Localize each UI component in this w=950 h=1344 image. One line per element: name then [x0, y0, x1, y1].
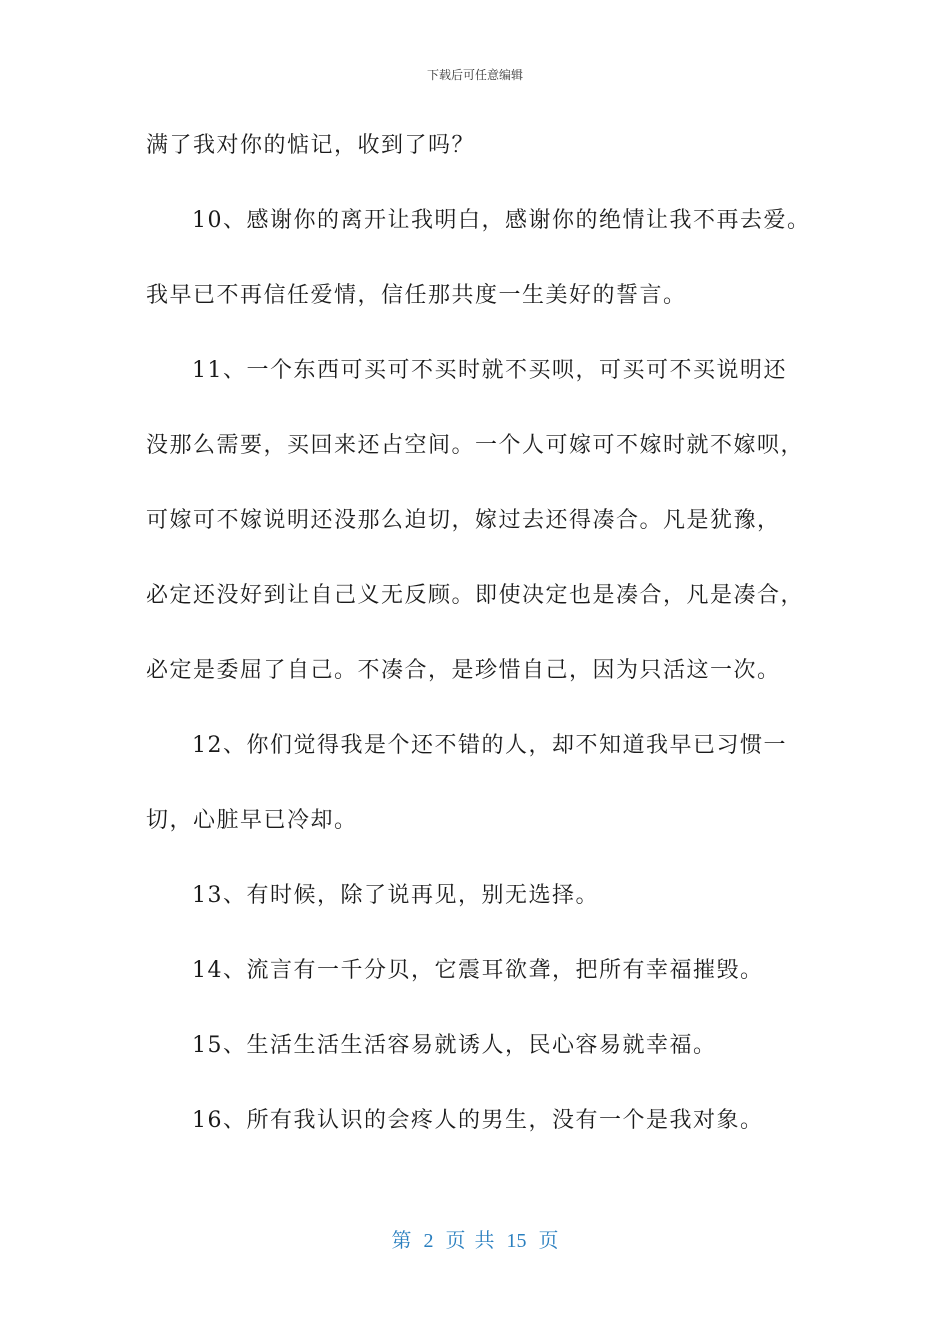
text-line: 11、一个东西可买可不买时就不买呗，可买可不买说明还	[192, 358, 787, 383]
text-line: 切，心脏早已冷却。	[146, 808, 358, 833]
total-page-count: 15	[506, 1230, 527, 1252]
footer-prefix: 第	[391, 1230, 412, 1252]
text-line: 必定还没好到让自己义无反顾。即使决定也是凑合，凡是凑合，	[146, 583, 805, 608]
text-line: 满了我对你的惦记，收到了吗？	[146, 133, 476, 158]
current-page-number: 2	[423, 1230, 434, 1252]
text-line: 16、所有我认识的会疼人的男生，没有一个是我对象。	[192, 1108, 764, 1133]
text-line: 14、流言有一千分贝，它震耳欲聋，把所有幸福摧毁。	[192, 958, 764, 983]
text-line: 13、有时候，除了说再见，别无选择。	[192, 883, 599, 908]
footer-suffix: 页	[538, 1230, 559, 1252]
page-header-note: 下载后可任意编辑	[426, 68, 523, 82]
text-line: 12、你们觉得我是个还不错的人，却不知道我早已习惯一	[192, 733, 787, 758]
page-number-footer	[0, 1224, 950, 1253]
document-body	[146, 124, 816, 1174]
text-line: 10、感谢你的离开让我明白，感谢你的绝情让我不再去爱。	[192, 208, 811, 233]
text-line: 没那么需要，买回来还占空间。一个人可嫁可不嫁时就不嫁呗，	[146, 433, 805, 458]
text-line: 必定是委屈了自己。不凑合，是珍惜自己，因为只活这一次。	[146, 658, 781, 683]
footer-middle: 页 共	[445, 1230, 495, 1252]
text-line: 我早已不再信任爱情，信任那共度一生美好的誓言。	[146, 283, 687, 308]
text-line: 可嫁可不嫁说明还没那么迫切，嫁过去还得凑合。凡是犹豫，	[146, 508, 781, 533]
text-line: 15、生活生活生活容易就诱人，民心容易就幸福。	[192, 1033, 717, 1058]
